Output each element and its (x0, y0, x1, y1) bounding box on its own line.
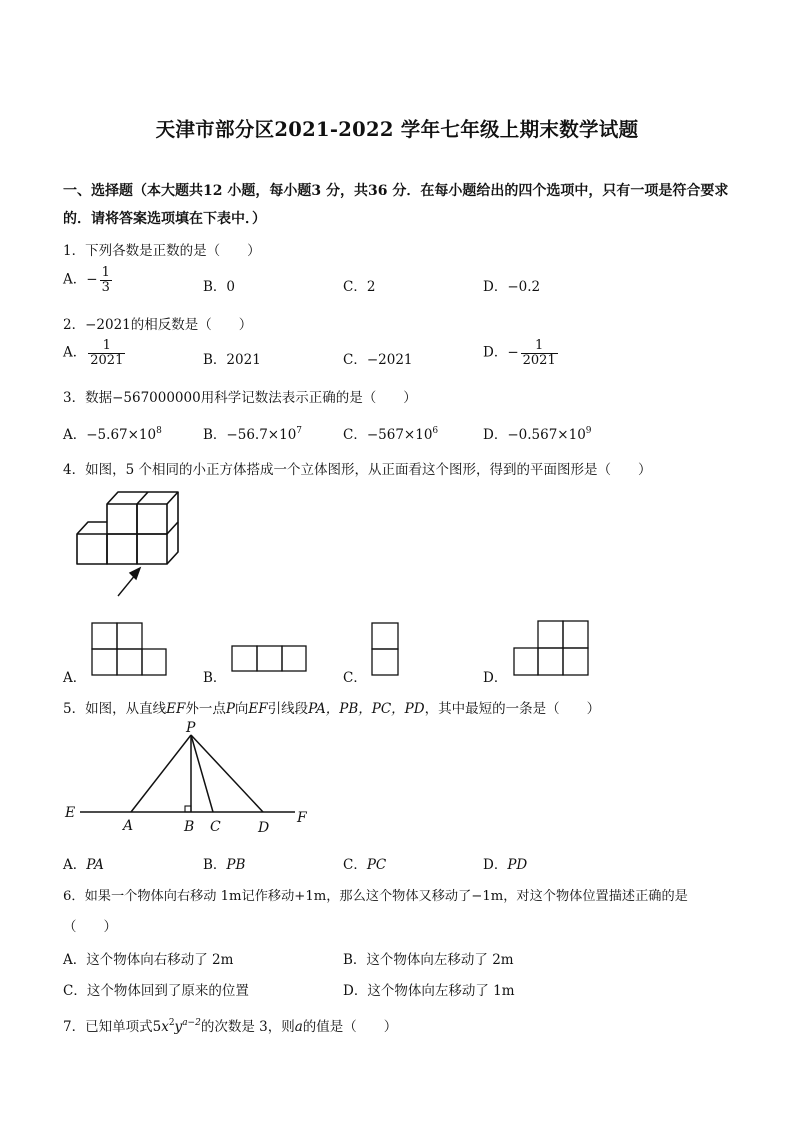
minus-sign: − (86, 271, 98, 288)
denominator: 2021 (90, 352, 124, 368)
q3-option-c (343, 423, 438, 443)
denominator: 3 (101, 279, 110, 295)
numerator: 1 (101, 265, 110, 280)
option-text: PA (86, 857, 104, 873)
option-base: −0.567×10 (507, 427, 586, 443)
numerator: 1 (535, 338, 544, 353)
stem-text: 5．如图，从直线 (63, 701, 167, 717)
stem-text: ，其中最短的一条是（ ） (424, 701, 601, 717)
q1-option-a (63, 266, 112, 294)
exponent: 7 (296, 426, 303, 436)
label-a: A (123, 818, 134, 834)
option-base: −567×10 (366, 427, 433, 443)
q6-option-c: C．这个物体回到了原来的位置 (63, 983, 249, 999)
option-label: C． (343, 857, 367, 873)
option-text: PC (366, 857, 387, 873)
q4-option-a-label: A． (63, 670, 87, 686)
stem-text: 7．已知单项式 (63, 1019, 153, 1035)
option-label: B． (203, 279, 227, 295)
option-text: 2021 (226, 352, 261, 368)
fraction (100, 266, 112, 294)
q4-option-b-figure (231, 645, 307, 673)
q4-option-b-label: B． (203, 670, 227, 686)
numerator: 1 (102, 338, 111, 353)
fraction (521, 339, 558, 367)
stem-text: 的次数是 3，则 (200, 1019, 295, 1035)
label-d: D (258, 820, 270, 836)
stem-text: 引线段 (267, 701, 309, 717)
option-text: 2 (366, 279, 376, 295)
option-text: −2021 (366, 352, 413, 368)
option-base: −5.67×10 (86, 427, 157, 443)
point-p: P (225, 701, 235, 717)
minus-sign: − (507, 344, 519, 361)
x-exponent: 2 (168, 1018, 175, 1028)
q5-option-a (63, 853, 104, 873)
option-label: A． (63, 427, 87, 443)
exponent: 8 (156, 426, 162, 436)
q4-option-c-figure (371, 622, 399, 676)
q3-option-b (203, 423, 302, 443)
q6-option-d: D．这个物体向左移动了 1m (343, 983, 515, 999)
stem-text: 的值是（ ） (302, 1019, 398, 1035)
monomial-coefficient: 5 (152, 1019, 162, 1035)
q3-option-a (63, 423, 162, 443)
q5-geometry-figure (60, 722, 320, 837)
q4-cube-figure (60, 488, 190, 598)
option-label: A． (63, 271, 87, 288)
label-c: C (210, 819, 221, 835)
stem-text: 向 (234, 701, 249, 717)
option-label: D． (483, 427, 508, 443)
question-1-stem: 1．下列各数是正数的是（ ） (63, 243, 261, 259)
question-4-stem: 4．如图，5 个相同的小正方体搭成一个立体图形，从正面看这个图形，得到的平面图形是（ ） (63, 462, 652, 478)
segment-list: PA，PB，PC，PD (308, 701, 425, 717)
y-exponent: a−2 (182, 1018, 201, 1028)
q4-option-d-figure (513, 620, 589, 676)
option-label: D． (483, 279, 508, 295)
question-7-stem (63, 1015, 397, 1035)
option-label: B． (203, 352, 227, 368)
q5-option-d (483, 853, 527, 873)
label-e: E (65, 805, 76, 821)
q4-option-a-figure (91, 622, 167, 677)
option-text: −0.2 (507, 279, 541, 295)
q5-option-b (203, 853, 245, 873)
var-y: y (174, 1019, 183, 1035)
q5-option-c (343, 853, 386, 873)
option-text: PD (507, 857, 528, 873)
line-ef: EF (166, 701, 186, 717)
option-label: B． (203, 427, 227, 443)
q2-option-b (203, 348, 261, 368)
q1-option-c (343, 275, 375, 295)
option-text: 0 (226, 279, 236, 295)
q2-option-a (63, 339, 125, 367)
line-ef: EF (248, 701, 268, 717)
option-base: −56.7×10 (226, 427, 297, 443)
question-6-stem-line1: 6．如果一个物体向右移动 1m记作移动+1m，那么这个物体又移动了−1m，对这个物体位置描述正确的是 (63, 889, 688, 904)
option-label: D． (483, 857, 508, 873)
stem-text: 外一点 (185, 701, 226, 717)
question-5-stem (63, 697, 600, 717)
question-2-stem: 2．−2021的相反数是（ ） (63, 317, 253, 333)
q6-option-a: A．这个物体向右移动了 2m (63, 952, 234, 968)
var-a: a (294, 1019, 303, 1035)
label-f: F (297, 810, 307, 826)
question-6-stem-line2: （ ） (63, 919, 117, 935)
option-text: PB (226, 857, 246, 873)
q3-option-d (483, 423, 592, 443)
option-label: C． (343, 352, 367, 368)
q1-option-b (203, 275, 235, 295)
q2-option-d (483, 339, 558, 367)
label-b: B (184, 819, 195, 835)
q1-option-d (483, 275, 540, 295)
label-p: P (186, 720, 196, 736)
exponent: 9 (585, 426, 592, 436)
page-title: 天津市部分区2021-2022 学年七年级上期末数学试题 (155, 118, 639, 141)
option-label: A． (63, 344, 87, 361)
section-header-line1: 一、选择题（本大题共12 小题，每小题3 分，共36 分．在每小题给出的四个选项中，只有一项是符合要求 (63, 183, 729, 199)
question-3-stem: 3．数据−567000000用科学记数法表示正确的是（ ） (63, 390, 417, 406)
denominator: 2021 (522, 352, 556, 368)
q4-option-d-label: D． (483, 670, 508, 686)
var-x: x (161, 1019, 169, 1035)
option-label: D． (483, 344, 508, 361)
option-label: A． (63, 857, 87, 873)
section-header-line2: 的．请将答案选项填在下表中．） (63, 211, 266, 227)
q2-option-c (343, 348, 413, 368)
q4-option-c-label: C． (343, 670, 367, 686)
exponent: 6 (432, 426, 439, 436)
fraction (88, 339, 125, 367)
q6-option-b: B．这个物体向左移动了 2m (343, 952, 514, 968)
option-label: C． (343, 427, 367, 443)
option-label: B． (203, 857, 227, 873)
option-label: C． (343, 279, 367, 295)
